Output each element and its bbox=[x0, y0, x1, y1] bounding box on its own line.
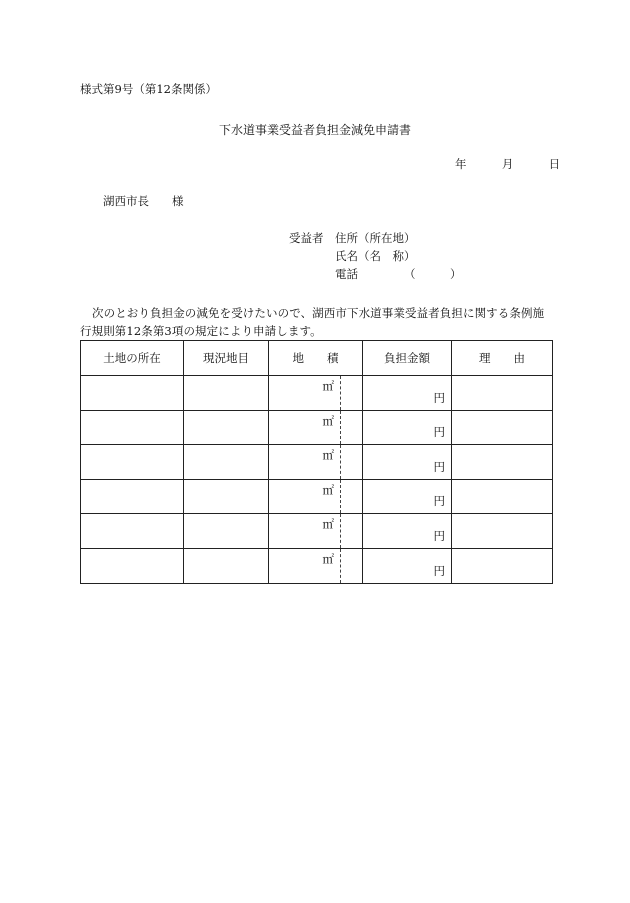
land-category-cell[interactable] bbox=[184, 548, 269, 583]
header-reason: 理 由 bbox=[452, 341, 553, 376]
area-cell[interactable]: ㎡ bbox=[269, 514, 341, 549]
land-location-cell[interactable] bbox=[81, 479, 184, 514]
land-location-cell[interactable] bbox=[81, 410, 184, 445]
land-category-cell[interactable] bbox=[184, 410, 269, 445]
reason-cell[interactable] bbox=[452, 410, 553, 445]
land-table bbox=[80, 340, 553, 584]
area-decimal-cell[interactable] bbox=[341, 514, 363, 549]
table-row bbox=[81, 479, 553, 514]
amount-cell[interactable]: 円 bbox=[363, 479, 452, 514]
application-statement: 次のとおり負担金の減免を受けたいので、湖西市下水道事業受益者負担に関する条例施行規則第12条第3項の規定により申請します。 bbox=[80, 306, 545, 338]
area-cell[interactable]: ㎡ bbox=[269, 548, 341, 583]
phone-label: 電話 bbox=[335, 267, 358, 281]
land-category-cell[interactable] bbox=[184, 514, 269, 549]
land-location-cell[interactable] bbox=[81, 376, 184, 411]
applicant-role-label: 受益者 bbox=[289, 231, 324, 245]
table-row bbox=[81, 410, 553, 445]
reason-cell[interactable] bbox=[452, 514, 553, 549]
area-decimal-cell[interactable] bbox=[341, 410, 363, 445]
address-label: 住所（所在地） bbox=[335, 231, 416, 245]
area-cell[interactable]: ㎡ bbox=[269, 479, 341, 514]
land-location-cell[interactable] bbox=[81, 514, 184, 549]
reason-cell[interactable] bbox=[452, 445, 553, 480]
amount-cell[interactable]: 円 bbox=[363, 514, 452, 549]
table-row bbox=[81, 548, 553, 583]
area-cell[interactable]: ㎡ bbox=[269, 376, 341, 411]
date-line bbox=[455, 156, 560, 172]
land-category-cell[interactable] bbox=[184, 479, 269, 514]
amount-cell[interactable]: 円 bbox=[363, 410, 452, 445]
table-row bbox=[81, 376, 553, 411]
header-land-area: 地 積 bbox=[269, 341, 363, 376]
area-decimal-cell[interactable] bbox=[341, 376, 363, 411]
header-land-location: 土地の所在 bbox=[81, 341, 184, 376]
reason-cell[interactable] bbox=[452, 548, 553, 583]
land-category-cell[interactable] bbox=[184, 445, 269, 480]
reason-cell[interactable] bbox=[452, 376, 553, 411]
area-cell[interactable]: ㎡ bbox=[269, 445, 341, 480]
amount-cell[interactable]: 円 bbox=[363, 548, 452, 583]
header-current-land-category: 現況地目 bbox=[184, 341, 269, 376]
addressee: 湖西市長 様 bbox=[103, 194, 184, 208]
table-header-row bbox=[81, 341, 553, 376]
area-cell[interactable]: ㎡ bbox=[269, 410, 341, 445]
form-number: 様式第9号（第12条関係） bbox=[80, 82, 217, 96]
amount-cell[interactable]: 円 bbox=[363, 376, 452, 411]
area-decimal-cell[interactable] bbox=[341, 548, 363, 583]
applicant-block bbox=[289, 229, 462, 283]
table-row bbox=[81, 445, 553, 480]
date-month-label: 月 bbox=[501, 157, 514, 171]
document-title: 下水道事業受益者負担金減免申請書 bbox=[218, 123, 411, 137]
area-decimal-cell[interactable] bbox=[341, 445, 363, 480]
phone-parens: （ ） bbox=[404, 267, 462, 281]
land-category-cell[interactable] bbox=[184, 376, 269, 411]
reason-cell[interactable] bbox=[452, 479, 553, 514]
date-day-label: 日 bbox=[548, 157, 561, 171]
area-decimal-cell[interactable] bbox=[341, 479, 363, 514]
land-location-cell[interactable] bbox=[81, 548, 184, 583]
land-location-cell[interactable] bbox=[81, 445, 184, 480]
amount-cell[interactable]: 円 bbox=[363, 445, 452, 480]
header-charge-amount: 負担金額 bbox=[363, 341, 452, 376]
name-label: 氏名（名 称） bbox=[335, 249, 416, 263]
table-row bbox=[81, 514, 553, 549]
date-year-label: 年 bbox=[455, 157, 467, 171]
